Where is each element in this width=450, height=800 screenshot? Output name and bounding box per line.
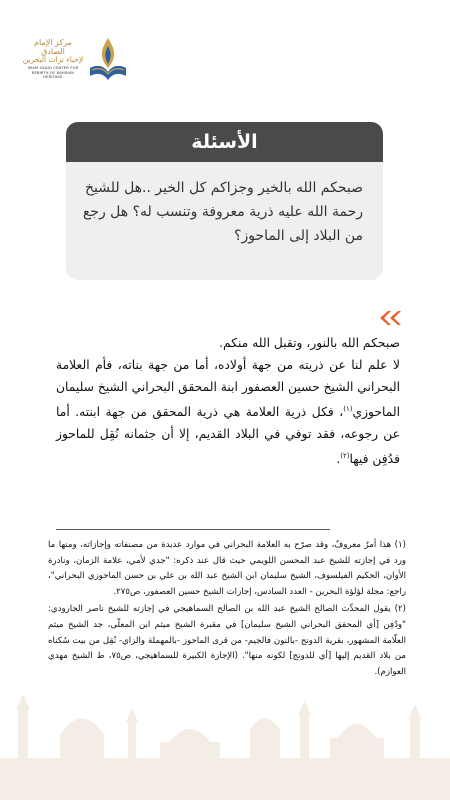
- logo-line2: لإحياء تراث البحرين: [22, 55, 84, 65]
- answer-greeting: صبحكم الله بالنور، وتقبل الله منكم.: [219, 336, 400, 350]
- footnote-ref-1[interactable]: (١): [343, 405, 353, 413]
- double-chevron-icon: [376, 309, 402, 327]
- mosque-skyline-decoration: [0, 680, 450, 800]
- answer-text: [56, 332, 400, 470]
- question-heading: الأسئلة: [66, 122, 383, 162]
- answer-part-1: لا علم لنا عن ذريته من جهة أولاده، أما من جهة بناته، فأم العلامة البحراني الشيخ حسين العصفور ابنة المحقق البحراني الشيخ سليمان الماحوزي: [56, 358, 400, 420]
- logo-text: [22, 38, 84, 79]
- footnotes: [48, 538, 406, 682]
- answer-end: .: [336, 452, 341, 467]
- question-text: صبحكم الله بالخير وجزاكم كل الخير ..هل للشيخ رحمة الله عليه ذرية معروفة وتنسب له؟ هل رجع من البلاد إلى الماحوز؟: [82, 180, 363, 244]
- center-logo: [18, 34, 130, 86]
- logo-english-1: IMAM SADIQ CENTER FOR: [27, 66, 79, 70]
- footnote-2: (٢) يقول المحدِّث الصالح الشيخ عبد الله بن الصالح السماهيجي في إجازته للشيخ ناصر الجارودي: "ودُفِن [أي المحقق البحراني الشيخ سليمان] في مقبرة الشيخ ميثم ابن المعلّى، جد الشيخ ميثم العلّامة المشهور، بقرية الدونج -بالنون فالجيم- من قرى الماحوز -بالمهملة والزاي- نُقِل من بيت سُكناه من بلاد القديم إليها [أي للدونج] لكونه منها". (الإجازة الكبيرة للسماهيجي، ص٧٥، ط الشيخ مهدي العوازم).: [48, 604, 407, 677]
- footnote-1: (١) هذا أمرٌ معروفٌ، وقد صرّح به العلامة البحراني في موارد عديدة من مصنفاته وإجازاته، ومنها ما ورد في إجازته للشيخ عبد المحسن اللويمي حيث قال عند ذكره: "جدي لأمي، علامة الزمان، ونادرة الأوان، الحكيم الفيلسوف، الشيخ سليمان ابن الشيخ عبد الله بن علي بن حسن الماحوزي البحراني"، راجع: مجلة لؤلؤة البحرين - العدد السادس، إجازات الشيخ حسين العصفور، ص٢٧٥.: [48, 540, 406, 597]
- logo-english-2: REBIRTH OF BAHRAIN HERITAGE: [31, 71, 75, 80]
- book-flame-emblem-icon: [86, 34, 130, 82]
- logo-line1: مركز الإمام الصادق: [34, 38, 72, 57]
- footnote-ref-2[interactable]: (٢): [340, 452, 350, 461]
- footnote-divider: [56, 529, 330, 530]
- answer-part-2: ، فكل ذرية العلامة هي ذرية المحقق من جهة ابنته. أما عن رجوعه، فقد توفي في البلاد القديم، إلا أن جثمانه نُقِل للماحوز فدُفِن فيها: [56, 405, 400, 467]
- answer-paragraph: [56, 354, 400, 470]
- question-card: [66, 122, 383, 280]
